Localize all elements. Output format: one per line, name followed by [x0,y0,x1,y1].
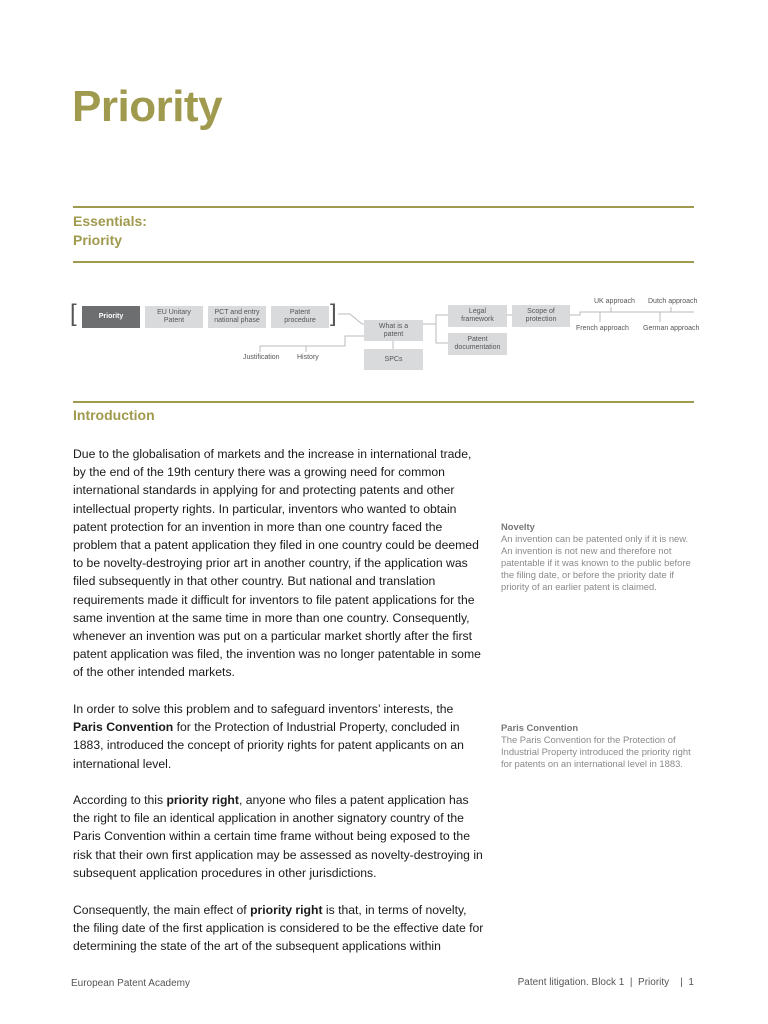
node-patent-documentation[interactable]: Patent documentation [448,333,507,355]
term-paris-convention: Paris Convention [73,720,174,735]
paragraph-priority-right [73,791,485,882]
node-what-is-a-patent[interactable]: What is a patent [364,320,423,341]
label-uk-approach[interactable]: UK approach [594,298,635,305]
essentials-topic: Priority [73,232,123,248]
label-french-approach[interactable]: French approach [576,325,629,332]
node-eu-unitary-patent[interactable]: EU Unitary Patent [145,306,203,328]
node-scope-of-protection[interactable]: Scope of protection [512,305,570,327]
text: Consequently, the main effect of [73,903,251,917]
sidenote-text: An invention can be patented only if it is new. An invention is not new and therefore not patentable if it was known to the public before the filing date, or before the priority date if priority of an earlier patent is claimed. [501,533,691,593]
label-german-approach[interactable]: German approach [643,325,700,332]
sidenote-novelty [501,521,697,594]
footer-page-info: Patent litigation. Block 1 | Priority | 1 [517,977,694,988]
term-priority-right: priority right [166,793,239,807]
page-title: Priority [72,82,223,131]
label-dutch-approach[interactable]: Dutch approach [648,298,698,305]
footer-publisher: European Patent Academy [71,978,190,989]
essentials-heading [73,212,147,250]
text: , anyone who files a patent application has the right to file an identical application in another signatory country of the Paris Convention within a certain time frame without being exposed to the risk that their own first application may be assessed as novelty-destroying in subsequent application procedures in other jurisdictions. [73,793,483,880]
divider [73,401,694,403]
node-priority[interactable]: Priority [82,306,140,328]
paragraph-globalisation [73,445,485,682]
paragraph-text: Due to the globalisation of markets and the increase in international trade, by the end of the 19th century there was a growing need for common international standards in applying for and protecting patents and other intellectual property rights. In particular, inventors who wanted to obtain patent protection for an invention in more than one country faced the problem that a patent application they filed in one country could be deemed to be novelty-destroying prior art in another country, if the application was filed subsequently in that other country. But national and translation requirements made it difficult for inventors to file patent applications for the same invention at the same time in more than one country. Consequently, whenever an invention was put on a particular market shortly after the first patent application was filed, the invention was no longer patentable in some of the other intended markets. [73,447,481,680]
divider [73,261,694,263]
node-spcs[interactable]: SPCs [364,349,423,370]
text: is that, in terms of novelty, the filing date of the first application is considered to be the effective date for determining the state of the art of the subsequent applications within [73,903,484,954]
sidenote-heading: Novelty [501,521,535,532]
text: for the Protection of Industrial Property, concluded in 1883, introduced the concept of priority rights for patent applicants on an international level. [73,720,464,771]
paragraph-paris-convention [73,700,485,773]
label-history[interactable]: History [297,354,319,361]
topic-map-diagram [0,290,768,380]
bracket-open: [ [70,300,77,327]
divider [73,206,694,208]
sidenote-heading: Paris Convention [501,722,579,733]
bracket-close: ] [330,300,337,327]
text: According to this [73,793,167,807]
text: In order to solve this problem and to safeguard inventors’ interests, the [73,702,454,716]
sidenote-paris-convention [501,722,697,770]
term-priority-right: priority right [250,903,323,917]
sidenote-text: The Paris Convention for the Protection of Industrial Property introduced the priority right for patents on an international level in 1883. [501,734,691,770]
label-justification[interactable]: Justification [243,354,280,361]
essentials-label: Essentials: [73,213,147,229]
section-heading-introduction: Introduction [73,407,155,423]
node-patent-procedure[interactable]: Patent procedure [271,306,329,328]
node-legal-framework[interactable]: Legal framework [448,305,507,327]
node-pct[interactable]: PCT and entry national phase [208,306,266,328]
paragraph-main-effect [73,901,485,956]
